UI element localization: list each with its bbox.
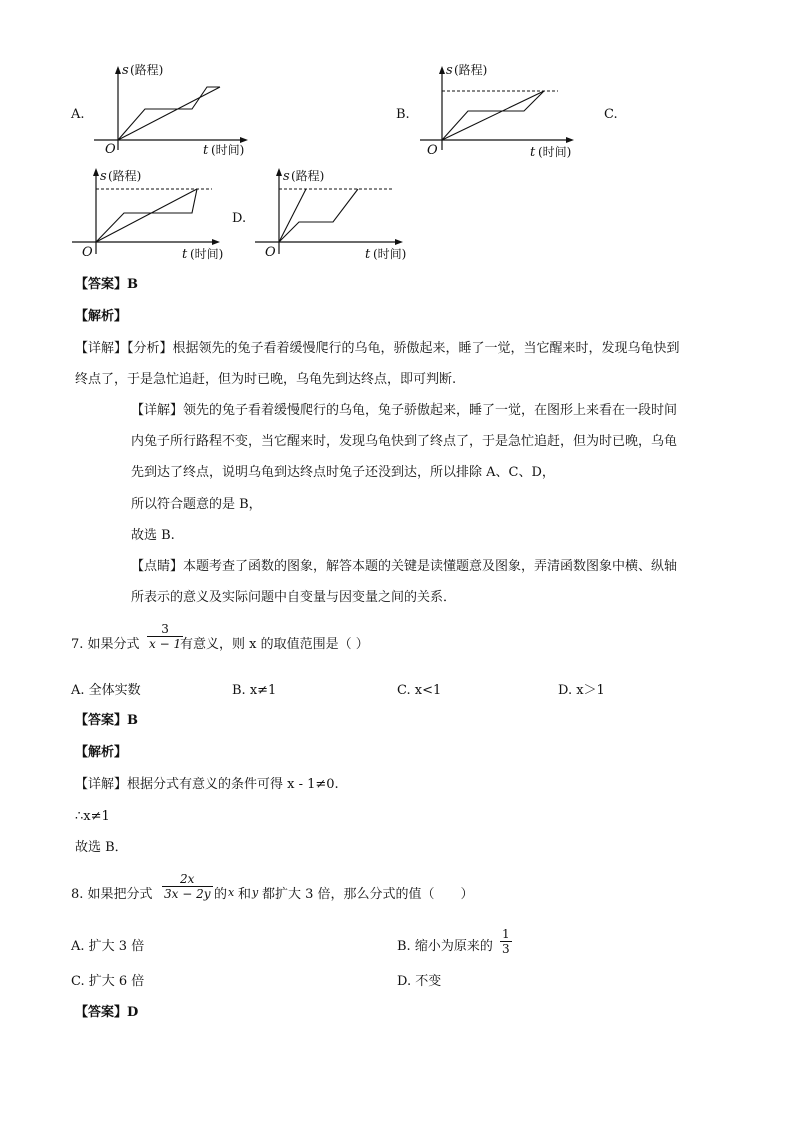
q8-stem-after: 都扩大 3 倍，那么分式的值（ ） (262, 887, 474, 902)
q8-var-y: y (252, 886, 259, 899)
q6-sub-line-1: 【详解】领先的兔子看着缓慢爬行的乌龟，兔子骄傲起来，睡了一觉，在图形上来看在一段时间 (131, 403, 678, 418)
q8-option-c: C. 扩大 6 倍 (71, 974, 145, 989)
origin-label: O (82, 245, 93, 260)
option-b-label: B. (396, 107, 410, 122)
x-axis-arrow (566, 137, 574, 143)
origin-label: O (427, 143, 438, 158)
q6-sub-line-2: 内兔子所行路程不变，当它醒来时，发现乌龟快到了终点了，于是急忙追赶，但为时已晚，乌龟 (131, 434, 678, 449)
q8-option-b-numerator: 1 (502, 927, 510, 941)
graph-a (90, 62, 260, 162)
x-axis-symbol: t (182, 247, 188, 262)
q7-option-d: D. x＞1 (558, 683, 605, 698)
q6-sub-line-5: 故选 B. (131, 528, 175, 543)
graph-c (72, 164, 252, 264)
y-axis-label: (路程) (108, 169, 142, 183)
q7-fraction (147, 622, 183, 651)
x-axis-symbol: t (365, 247, 371, 262)
tortoise-line (279, 189, 306, 242)
q8-option-b-fraction (500, 927, 512, 956)
q8-option-d: D. 不变 (397, 974, 442, 989)
q6-sub-line-4: 所以符合题意的是 B， (131, 497, 262, 512)
y-axis-arrow (276, 168, 282, 176)
q8-option-b-denominator: 3 (502, 942, 510, 956)
origin-label: O (105, 142, 116, 157)
q7-option-a: A. 全体实数 (71, 683, 141, 698)
origin-label: O (265, 245, 276, 260)
q7-fraction-denominator: x − 1 (149, 637, 182, 651)
x-axis-label: (时间) (190, 247, 224, 261)
x-axis-arrow (395, 239, 403, 245)
q8-option-a: A. 扩大 3 倍 (71, 939, 145, 954)
q6-note-line-2: 所表示的意义及实际问题中自变量与因变量之间的关系． (131, 590, 457, 605)
q8-answer: 【答案】D (75, 1005, 139, 1020)
q6-detail-line-1: 【详解】【分析】根据领先的兔子看着缓慢爬行的乌龟，骄傲起来，睡了一觉，当它醒来时，发现乌龟快到 (75, 341, 680, 356)
option-a-label: A. (71, 107, 85, 122)
q7-fraction-numerator: 3 (161, 622, 169, 636)
q8-fraction-denominator: 3x − 2y (164, 887, 211, 901)
q7-stem-after: 有意义，则 x 的取值范围是（ ） (180, 637, 369, 652)
q7-stem-before: 7. 如果分式 (71, 637, 140, 652)
tortoise-line (118, 87, 220, 140)
q6-detail-line-2: 终点了，于是急忙追赶，但为时已晚，乌龟先到达终点，即可判断. (75, 372, 457, 387)
option-c-label: C. (604, 107, 618, 122)
graph-b (416, 62, 586, 162)
q6-note-line-1: 【点睛】本题考查了函数的图象，解答本题的关键是读懂题意及图象，弄清函数图象中横、纵轴 (131, 559, 678, 574)
y-axis-symbol: s (446, 63, 453, 78)
x-axis-label: (时间) (211, 143, 245, 157)
q6-answer: 【答案】B (75, 277, 138, 292)
q8-fraction-numerator: 2x (180, 872, 195, 886)
y-axis-label: (路程) (130, 63, 164, 77)
q7-conclusion: 故选 B． (75, 840, 128, 855)
y-axis-arrow (115, 66, 121, 74)
x-axis-label: (时间) (538, 145, 572, 159)
y-axis-symbol: s (100, 169, 107, 184)
q6-analysis-heading: 【解析】 (75, 309, 128, 324)
q8-fraction (162, 872, 213, 901)
x-axis-symbol: t (530, 145, 536, 160)
q7-option-b: B. x≠1 (232, 683, 277, 698)
q8-stem-before: 8. 如果把分式 (71, 887, 153, 902)
q6-sub-line-3: 先到达了终点，说明乌龟到达终点时兔子还没到达，所以排除 A、C、D， (131, 465, 555, 480)
q7-analysis-heading: 【解析】 (75, 745, 128, 760)
graph-d (255, 164, 430, 264)
x-axis-symbol: t (203, 143, 209, 158)
q7-answer: 【答案】B (75, 713, 138, 728)
y-axis-symbol: s (122, 63, 129, 78)
tortoise-line (442, 91, 544, 140)
option-d-label: D. (232, 211, 247, 226)
q8-var-x: x (228, 886, 235, 899)
rabbit-line (96, 189, 197, 242)
q8-stem-mid-2: 和 (238, 887, 252, 902)
q7-option-c: C. x<1 (397, 683, 442, 698)
rabbit-line (279, 189, 358, 242)
q7-detail: 【详解】根据分式有意义的条件可得 x - 1≠0. (75, 777, 339, 792)
q8-option-b: B. 缩小为原来的 (397, 939, 493, 954)
y-axis-symbol: s (283, 169, 290, 184)
x-axis-label: (时间) (373, 247, 407, 261)
y-axis-label: (路程) (454, 63, 488, 77)
y-axis-arrow (439, 66, 445, 74)
x-axis-arrow (212, 239, 220, 245)
q8-stem-mid-1: 的 (214, 887, 228, 902)
y-axis-arrow (93, 168, 99, 176)
y-axis-label: (路程) (291, 169, 325, 183)
q7-therefore: ∴x≠1 (75, 809, 110, 824)
